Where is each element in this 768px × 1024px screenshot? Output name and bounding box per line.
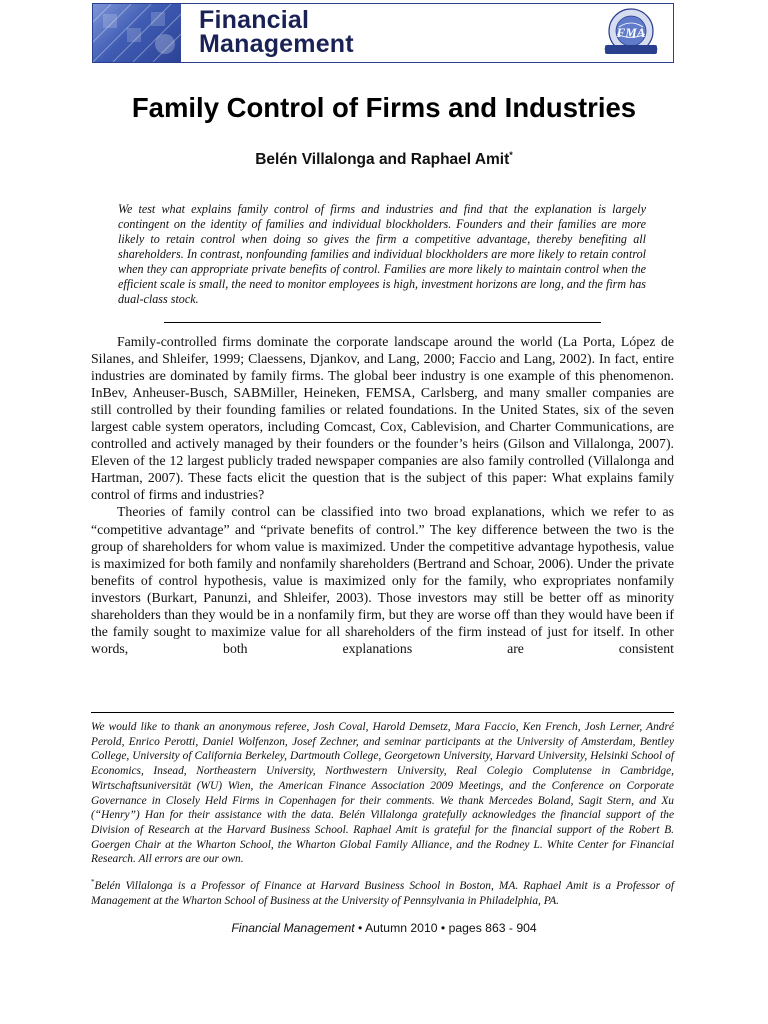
footer-separator: • xyxy=(354,921,366,935)
author-note-mark: * xyxy=(91,878,95,886)
author-affiliation-footnote xyxy=(91,875,674,908)
article-title: Family Control of Firms and Industries xyxy=(131,92,637,123)
page-footer xyxy=(0,921,768,935)
fma-seal-logo xyxy=(599,7,663,59)
abstract: We test what explains family control of firms and industries and find that the explanation is largely contingent on the identity of families and individual blockholders. Founders and their families are more likely to retain control when doing so gives the firm a competitive advantage, thereby benefiting all shareholders. In contrast, nonfounding families and individual blockholders are more likely to retain control when they can appropriate private benefits of control. Families are more likely to maintain control when the efficient scale is small, the need to monitor employees is high, investment horizons are long, and the firm has dual-class stock. xyxy=(118,202,646,306)
journal-name xyxy=(199,8,354,56)
author-names: Belén Villalonga and Raphael Amit xyxy=(255,151,510,169)
header-pattern-graphic xyxy=(93,4,181,62)
body-paragraph: Theories of family control can be classified into two broad explanations, which we refer to as “competitive advantage” and “private benefits of control.” The key difference between the two is the group of shareholders for whom value is maximized. Under the competitive advantage hypothesis, value is maximized for both family and nonfamily shareholders (Bertrand and Schoar, 2006). Under the private benefits of control hypothesis, value is maximized only for the family, who expropriates nonfamily investors (Burkart, Panunzi, and Shleifer, 2003). Those investors may still be better off as minority shareholders than they would be in a nonfamily firm, but they are worse off than they would have been if the family sought to maximize value for all shareholders of the firm instead of just for itself. In other words, both explanations are consistent xyxy=(91,504,674,656)
abstract-divider xyxy=(164,322,601,323)
footer-issue: Autumn 2010 xyxy=(365,921,438,935)
header-graphic xyxy=(93,4,181,62)
body-text xyxy=(91,333,674,657)
svg-text:FMA: FMA xyxy=(616,25,646,40)
footer-pages: pages 863 - 904 xyxy=(448,921,537,935)
body-paragraph: Family-controlled firms dominate the corporate landscape around the world (La Porta, López de Silanes, and Shleifer, 1999; Claessens, Djankov, and Lang, 2000; Faccio and Lang, 2002). In fact, entire industries are dominated by family firms. The global beer industry is one example of this phenomenon. InBev, Anheuser-Busch, SABMiller, Heineken, FEMSA, Carlsberg, and many smaller companies are still controlled by their founding families or related foundations. In the United States, six of the seven largest cable system operators, including Comcast, Cox, Cablevision, and Charter Communications, are controlled and actively managed by their founders or the founder’s heirs (Gilson and Villalonga, 2007). Eleven of the 12 largest publicly traded newspaper companies are also family controlled (Villalonga and Hartman, 2007). These facts elicit the question that is the subject of this paper: What explains family control of firms and industries? xyxy=(91,334,674,503)
journal-header xyxy=(92,3,674,63)
footer-separator: • xyxy=(437,921,449,935)
footnote-divider xyxy=(91,712,674,713)
article-authors xyxy=(0,150,768,169)
footer-journal-name: Financial Management xyxy=(231,921,355,935)
acknowledgments-footnote: We would like to thank an anonymous referee, Josh Coval, Harold Demsetz, Mara Faccio, Ken French, Josh Lerner, André Perold, Enrico Perotti, Daniel Wolfenzon, Josef Zechner, and seminar participants at the University of Amsterdam, Bentley College, University of California Berkeley, Dartmouth College, Georgetown University, Harvard University, Helsinki School of Economics, Insead, Northeastern University, Northwestern University, Real Colegio Complutense in Cambridge, Wirtschaftsuniversität (WU) Wien, the American Finance Association 2009 Meetings, and the Conference on Corporate Governance in Closely Held Firms in Copenhagen for their comments. We thank Mercedes Boland, Sagit Stern, and Xu (“Henry”) Han for their assistance with the data. Belén Villalonga gratefully acknowledges the financial support of the Division of Research at the Harvard Business School. Raphael Amit is grateful for the financial support of the Robert B. Goergen Chair at the Wharton School, the Wharton Global Family Alliance, and the Rodney L. White Center for Financial Research. All errors are our own. xyxy=(91,721,674,866)
author-note-text: Belén Villalonga is a Professor of Finance at Harvard Business School in Boston, MA. Raphael Amit is a Professor of Management at the Wharton School of Business at the University of Pennsylvania in Philadelphia, PA. xyxy=(91,879,674,907)
journal-name-line1: Financial xyxy=(199,6,310,34)
author-footnote-mark: * xyxy=(509,150,513,160)
journal-name-line2: Management xyxy=(199,30,354,58)
